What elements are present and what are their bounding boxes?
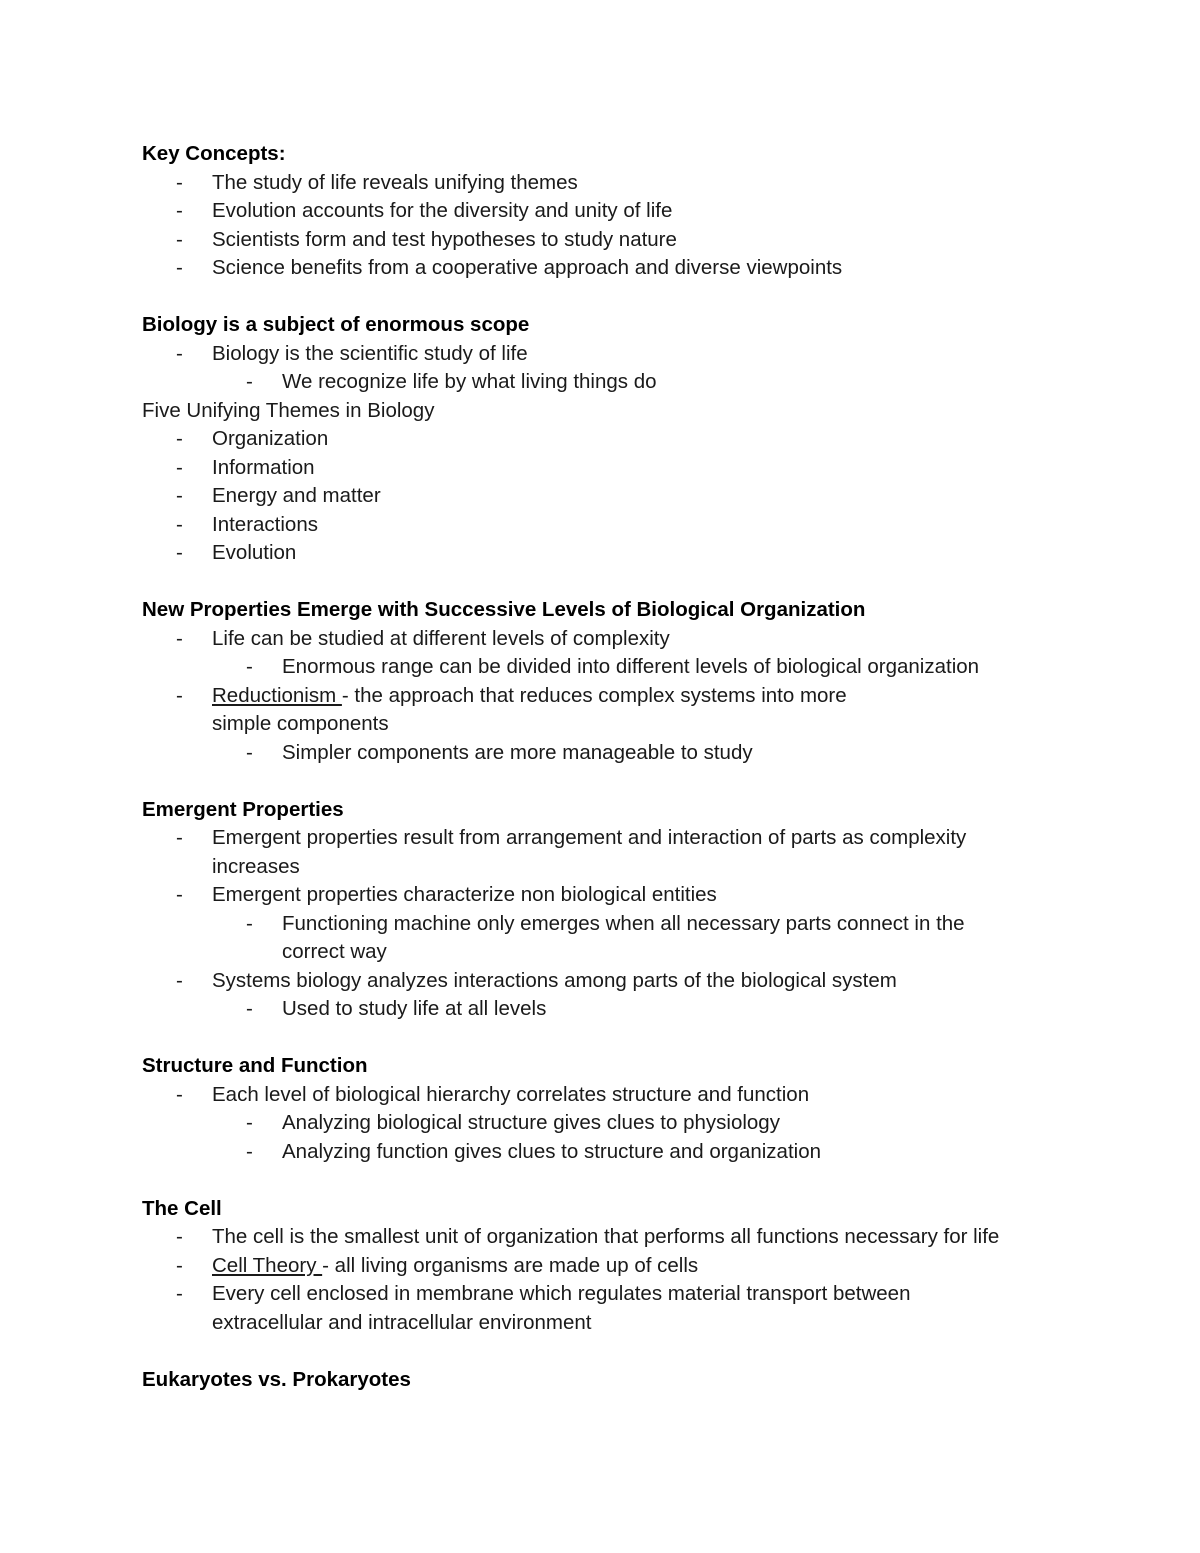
term-cell-theory: Cell Theory bbox=[212, 1253, 323, 1277]
list-item bbox=[142, 511, 1062, 540]
bullet-dash: - bbox=[176, 1253, 183, 1277]
list-item bbox=[142, 1081, 1062, 1110]
bullet-dash: - bbox=[246, 655, 253, 678]
list-item bbox=[142, 454, 1062, 483]
list-item bbox=[142, 1252, 1062, 1281]
bullet-dash: - bbox=[176, 883, 183, 906]
list-item-text: Used to study life at all levels bbox=[282, 997, 547, 1020]
sub-list-item bbox=[142, 653, 1062, 682]
spacer bbox=[142, 767, 1062, 796]
bullet-dash: - bbox=[246, 740, 253, 764]
list-item-text: Analyzing biological structure gives clues to physiology bbox=[282, 1111, 780, 1134]
list-item-text: Organization bbox=[212, 427, 329, 450]
list-item-text: Evolution bbox=[212, 541, 297, 564]
list-item bbox=[142, 169, 1062, 198]
bullet-dash: - bbox=[176, 341, 183, 365]
list-item-text: The cell is the smallest unit of organization that performs all functions necessary for life bbox=[212, 1225, 1000, 1248]
list-item-text: Biology is the scientific study of life bbox=[212, 341, 528, 365]
section-heading-eukaryotes: Eukaryotes vs. Prokaryotes bbox=[142, 1367, 411, 1391]
list-item-text: Emergent properties characterize non biological entities bbox=[212, 883, 717, 906]
list-item bbox=[142, 340, 1062, 369]
bullet-dash: - bbox=[176, 256, 183, 279]
bullet-dash: - bbox=[176, 170, 183, 194]
list-item-text: Functioning machine only emerges when all necessary parts connect in the correct way bbox=[282, 911, 965, 963]
list-item-text: Interactions bbox=[212, 512, 318, 536]
bullet-dash: - bbox=[176, 427, 183, 450]
list-item-text: Scientists form and test hypotheses to study nature bbox=[212, 227, 677, 251]
section-heading-cell: The Cell bbox=[142, 1196, 222, 1220]
list-item bbox=[142, 967, 1062, 996]
bullet-dash: - bbox=[246, 1139, 253, 1163]
list-item-text: Evolution accounts for the diversity and unity of life bbox=[212, 199, 673, 222]
list-item bbox=[142, 625, 1062, 654]
list-item bbox=[142, 824, 1022, 881]
term-reductionism: Reductionism bbox=[212, 683, 342, 707]
list-item bbox=[142, 1280, 1022, 1337]
section-heading-scope: Biology is a subject of enormous scope bbox=[142, 313, 530, 336]
bullet-dash: - bbox=[176, 541, 183, 564]
list-item-text: Science benefits from a cooperative approach and diverse viewpoints bbox=[212, 256, 843, 279]
list-item bbox=[142, 226, 1062, 255]
list-item-text: Every cell enclosed in membrane which regulates material transport between extracellular and intracellular environment bbox=[212, 1282, 911, 1334]
list-item-text: Simpler components are more manageable to study bbox=[282, 740, 753, 764]
list-item-text: We recognize life by what living things do bbox=[282, 370, 657, 393]
list-item bbox=[142, 539, 1062, 568]
spacer bbox=[142, 1337, 1062, 1366]
list-item bbox=[142, 881, 1062, 910]
list-item-text: Information bbox=[212, 455, 315, 479]
list-item bbox=[142, 1223, 1062, 1252]
sub-list-item bbox=[142, 368, 1062, 397]
bullet-dash: - bbox=[246, 370, 253, 393]
bullet-dash: - bbox=[176, 1282, 183, 1305]
list-item-text: Enormous range can be divided into different levels of biological organization bbox=[282, 655, 980, 678]
bullet-dash: - bbox=[176, 512, 183, 536]
list-item-text: - the approach that reduces complex systems into more simple components bbox=[212, 683, 847, 735]
list-item bbox=[142, 425, 1062, 454]
bullet-dash: - bbox=[246, 997, 253, 1020]
list-item bbox=[142, 682, 892, 739]
sub-list-item bbox=[142, 995, 1062, 1024]
sub-list-item bbox=[142, 739, 1062, 768]
bullet-dash: - bbox=[176, 968, 183, 992]
section-heading-new-properties: New Properties Emerge with Successive Levels of Biological Organization bbox=[142, 598, 866, 621]
bullet-dash: - bbox=[246, 911, 253, 935]
document-body bbox=[142, 140, 1062, 1394]
sub-list-item bbox=[142, 910, 1022, 967]
section-heading-structure: Structure and Function bbox=[142, 1054, 368, 1077]
bullet-dash: - bbox=[176, 455, 183, 479]
sub-list-item bbox=[142, 1138, 1062, 1167]
list-item-text: Energy and matter bbox=[212, 484, 381, 507]
bullet-dash: - bbox=[176, 484, 183, 507]
bullet-dash: - bbox=[176, 826, 183, 849]
list-item-text: Analyzing function gives clues to structure and organization bbox=[282, 1139, 822, 1163]
list-item-text: Systems biology analyzes interactions among parts of the biological system bbox=[212, 968, 897, 992]
list-item-text: Life can be studied at different levels of complexity bbox=[212, 626, 670, 650]
list-item bbox=[142, 254, 1062, 283]
section-heading-emergent: Emergent Properties bbox=[142, 797, 344, 821]
bullet-dash: - bbox=[176, 1225, 183, 1248]
spacer bbox=[142, 283, 1062, 312]
bullet-dash: - bbox=[246, 1111, 253, 1134]
bullet-dash: - bbox=[176, 227, 183, 251]
sub-list-item bbox=[142, 1109, 1062, 1138]
list-item-text: The study of life reveals unifying themes bbox=[212, 170, 578, 194]
bullet-dash: - bbox=[176, 683, 183, 707]
bullet-dash: - bbox=[176, 626, 183, 650]
spacer bbox=[142, 568, 1062, 597]
bullet-dash: - bbox=[176, 1082, 183, 1106]
list-item-text: Emergent properties result from arrangement and interaction of parts as complexity increases bbox=[212, 826, 967, 878]
section-heading-key-concepts: Key Concepts: bbox=[142, 142, 286, 165]
subsection-title-themes: Five Unifying Themes in Biology bbox=[142, 398, 435, 422]
list-item bbox=[142, 197, 1062, 226]
spacer bbox=[142, 1166, 1062, 1195]
list-item bbox=[142, 482, 1062, 511]
spacer bbox=[142, 1024, 1062, 1053]
list-item-text: Each level of biological hierarchy correlates structure and function bbox=[212, 1082, 810, 1106]
list-item-text: - all living organisms are made up of cells bbox=[322, 1253, 699, 1277]
bullet-dash: - bbox=[176, 199, 183, 222]
